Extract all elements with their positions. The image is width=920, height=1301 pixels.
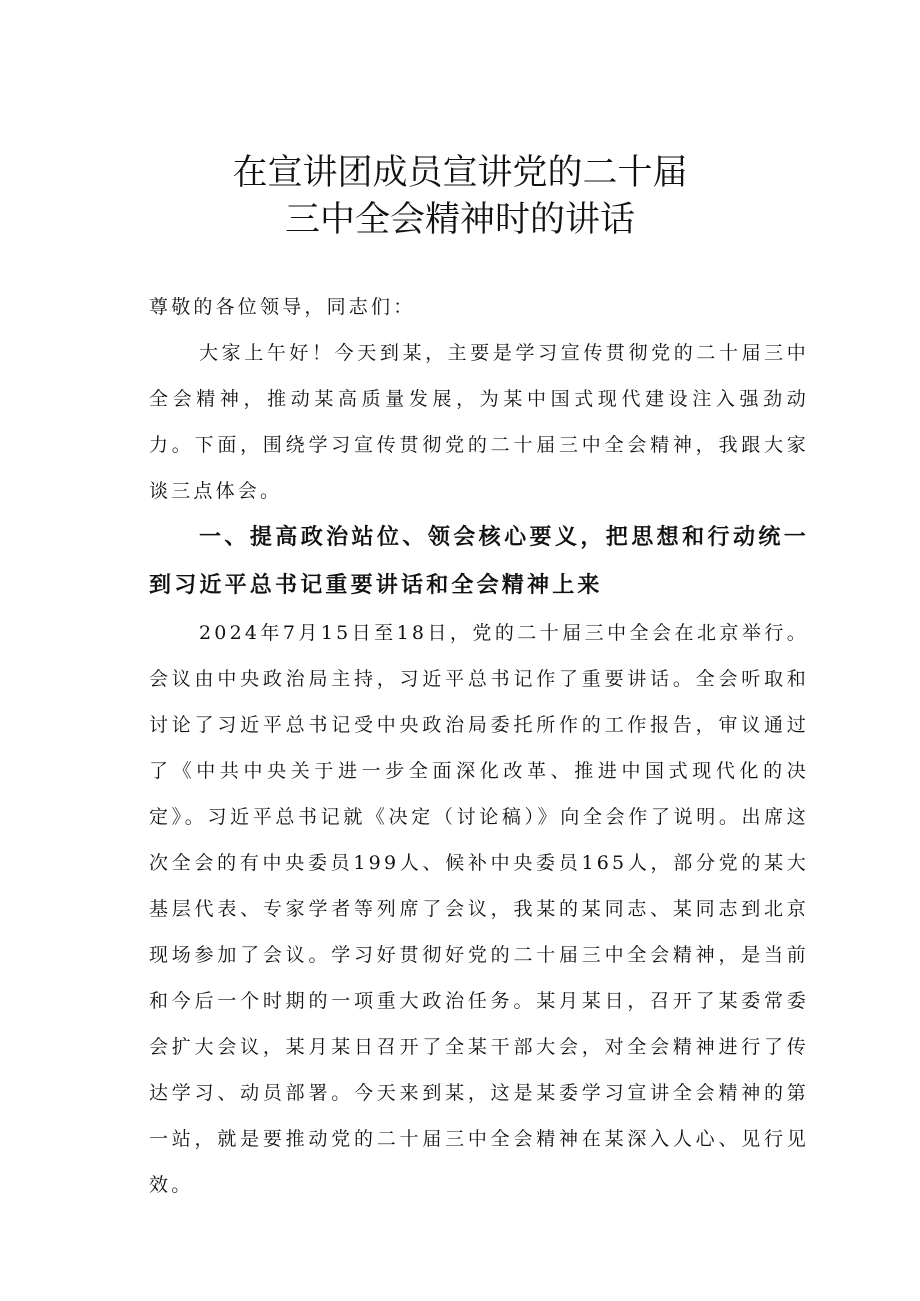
section-heading-1: 一、提高政治站位、领会核心要义，把思想和行动统一到习近平总书记重要讲话和全会精神上来: [149, 525, 809, 598]
intro-paragraph: 大家上午好！今天到某，主要是学习宣传贯彻党的二十届三中全会精神，推动某高质量发展，为某中国式现代建设注入强劲动力。下面，围绕学习宣传贯彻党的二十届三中全会精神，我跟大家谈三点体会。: [149, 342, 809, 502]
document-title: [0, 150, 920, 244]
title-line-2: 三中全会精神时的讲话: [284, 200, 635, 240]
salutation: 尊敬的各位领导，同志们：: [149, 296, 416, 318]
title-line-1: 在宣讲团成员宣讲党的二十届: [232, 153, 688, 193]
section-1-paragraph: 2024年7月15日至18日，党的二十届三中全会在北京举行。会议由中央政治局主持，习近平总书记作了重要讲话。全会听取和讨论了习近平总书记受中央政治局委托所作的工作报告，审议通过了《中共中央关于进一步全面深化改革、推进中国式现代化的决定》。习近平总书记就《决定（讨论稿）》向全会作了说明。出席这次全会的有中央委员199人、候补中央委员165人，部分党的某大基层代表、专家学者等列席了会议，我某的某同志、某同志到北京现场参加了会议。学习好贯彻好党的二十届三中全会精神，是当前和今后一个时期的一项重大政治任务。某月某日，召开了某委常委会扩大会议，某月某日召开了全某干部大会，对全会精神进行了传达学习、动员部署。今天来到某，这是某委学习宣讲全会精神的第一站，就是要推动党的二十届三中全会精神在某深入人心、见行见效。: [149, 622, 809, 1196]
document-body: [149, 284, 809, 1208]
